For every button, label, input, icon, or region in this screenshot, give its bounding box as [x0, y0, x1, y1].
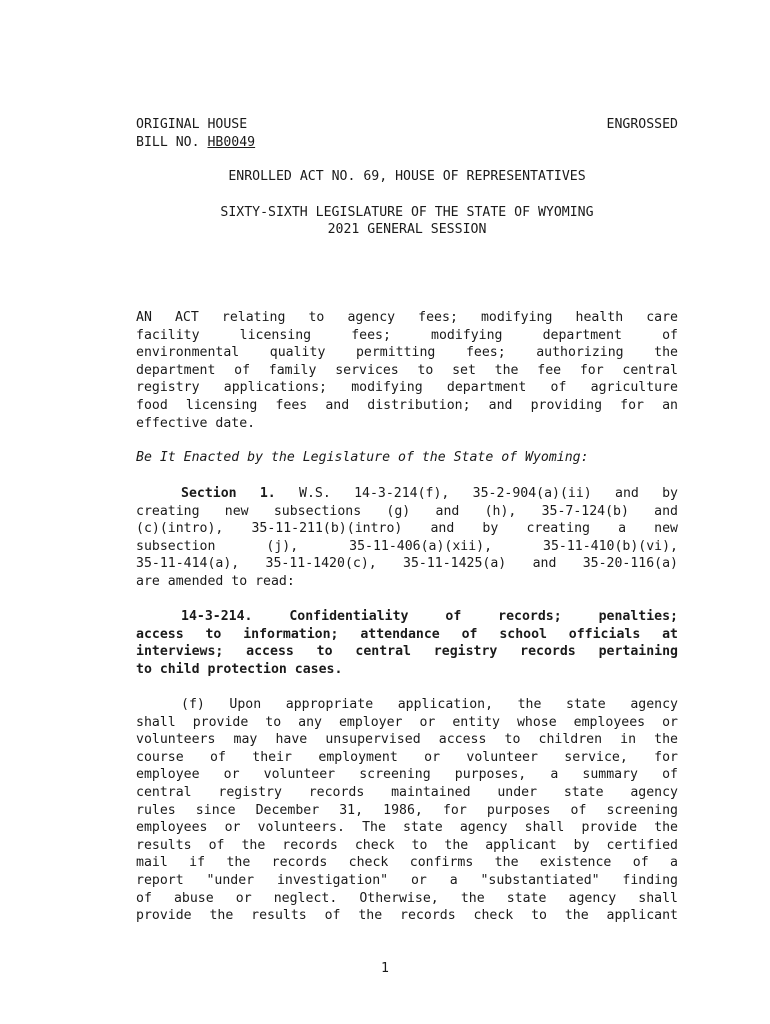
subsection-f-line: (f) Upon appropriate application, the state agency — [181, 697, 678, 712]
subsection-f-line: results of the records check to the applicant by certified — [136, 837, 678, 853]
header-bill-number-line — [136, 135, 255, 150]
heading-line: access to information; attendance of school officials at — [136, 626, 678, 642]
subsection-f-line: central registry records maintained under state agency — [136, 784, 678, 800]
heading-line: to child protection cases. — [136, 661, 343, 677]
subsection-f-line: report "under investigation" or a "substantiated" finding — [136, 872, 678, 888]
bill-number: HB0049 — [207, 135, 256, 150]
subsection-f-line: mail if the records check confirms the existence of a — [136, 855, 678, 871]
heading-line: interviews; access to central registry records pertaining — [136, 644, 678, 660]
subsection-f-line: employee or volunteer screening purposes, a summary of — [136, 767, 678, 783]
page-number: 1 — [381, 961, 389, 976]
subsection-f-paragraph — [136, 696, 678, 925]
section-1-label: Section 1. — [181, 486, 276, 501]
subsection-f-line: provide the results of the records check to the applicant — [136, 908, 678, 924]
section-1-line: subsection (j), 35-11-406(a)(xii), 35-11-410(b)(vi), — [136, 538, 678, 554]
section-1-first-line: Section 1. W.S. 14-3-214(f), 35-2-904(a)(ii) and by — [181, 486, 678, 501]
act-line: registry applications; modifying department of agriculture — [136, 380, 678, 396]
statute-heading — [136, 608, 678, 678]
section-1-line: 35-11-414(a), 35-11-1420(c), 35-11-1425(a) and 35-20-116(a) — [136, 556, 678, 572]
subsection-f-line: rules since December 31, 1986, for purposes of screening — [136, 802, 678, 818]
subsection-f-line: shall provide to any employer or entity whose employees or — [136, 714, 678, 730]
legislature-line: SIXTY-SIXTH LEGISLATURE OF THE STATE OF WYOMING — [220, 205, 594, 220]
act-line: food licensing fees and distribution; and providing for an — [136, 397, 678, 413]
subsection-f-line: employees or volunteers. The state agency shall provide the — [136, 820, 678, 836]
act-title-paragraph — [136, 309, 678, 432]
act-line: AN ACT relating to agency fees; modifying health care — [136, 310, 678, 325]
session-line: 2021 GENERAL SESSION — [327, 222, 487, 237]
subsection-f-line: of abuse or neglect. Otherwise, the state agency shall — [136, 890, 678, 906]
act-line: facility licensing fees; modifying department of — [136, 327, 678, 343]
section-1-paragraph — [136, 485, 678, 591]
bill-no-prefix: BILL NO. — [136, 135, 208, 150]
header-original-house: ORIGINAL HOUSE — [136, 117, 248, 132]
act-line: department of family services to set the fee for central — [136, 362, 678, 378]
subsection-f-line: course of their employment or volunteer service, for — [136, 749, 678, 765]
act-line: environmental quality permitting fees; authorizing the — [136, 345, 678, 361]
heading-line: 14-3-214. Confidentiality of records; penalties; — [181, 609, 678, 624]
enrolled-act-line: ENROLLED ACT NO. 69, HOUSE OF REPRESENTATIVES — [228, 169, 586, 184]
section-1-line: (c)(intro), 35-11-211(b)(intro) and by creating a new — [136, 521, 678, 537]
enacting-clause: Be It Enacted by the Legislature of the State of Wyoming: — [136, 450, 589, 465]
section-1-line: are amended to read: — [136, 573, 295, 589]
header-engrossed: ENGROSSED — [606, 117, 678, 132]
subsection-f-line: volunteers may have unsupervised access to children in the — [136, 732, 678, 748]
act-line: effective date. — [136, 415, 256, 431]
section-1-line: creating new subsections (g) and (h), 35-7-124(b) and — [136, 503, 678, 519]
